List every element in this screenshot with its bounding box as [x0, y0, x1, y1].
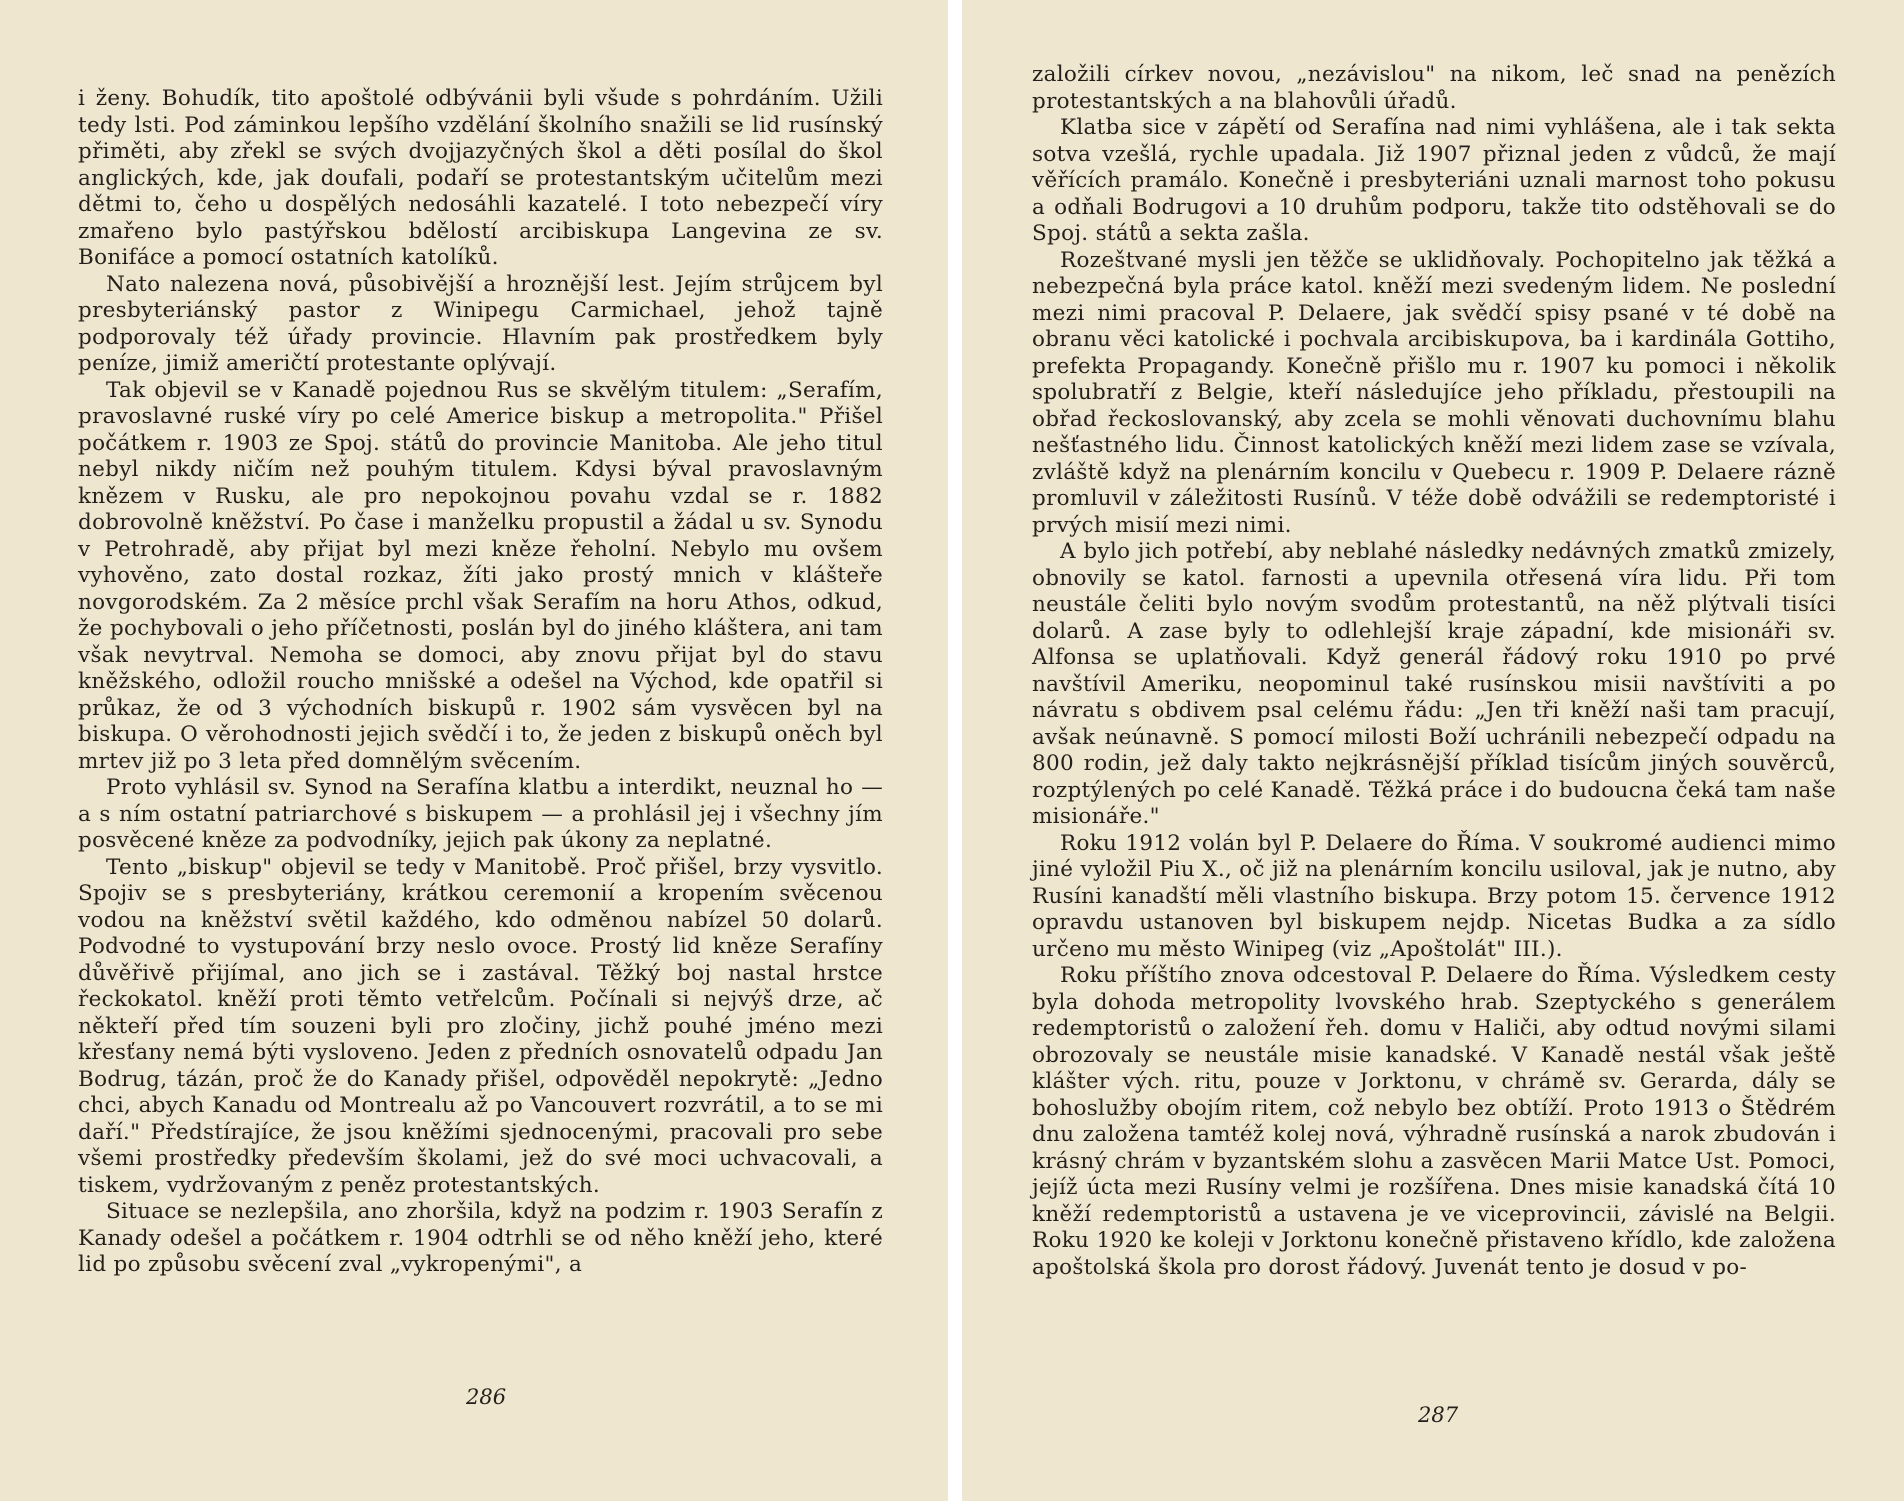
gutter [948, 0, 962, 1501]
paragraph: Tento „biskup" objevil se tedy v Manitobě. Proč přišel, brzy vysvitlo. Spojiv se s presbyteriány, krátkou ceremonií a kropením svěcenou vodou na kněžství světil každého, kdo odměnou nabízel 50 dolarů. Podvodné to vystupování brzy neslo ovoce. Prostý lid kněze Serafíny důvěřivě přijímal, ano jich se i zastával. Těžký boj nastal hrstce řeckokatol. kněží proti těmto vetřelcům. Počínali si nejvýš drze, ač někteří před tím souzeni byli pro zločiny, jichž pouhé jméno mezi křesťany nemá býti vysloveno. Jeden z předních osnovatelů odpadu Jan Bodrug, tázán, proč že do Kanady přišel, odpověděl nepokrytě: „Jedno chci, abych Kanadu od Montrealu až po Vancouvert rozvrátil, a to se mi daří." Předstírajíce, že jsou kněžími sjednocenými, pracovali pro sebe všemi prostředky především školami, jež do své moci uchvacovali, a tiskem, vydržovaným z peněz protestantských. [78, 854, 883, 1198]
paragraph: Nato nalezena nová, působivější a hroznější lest. Jejím strůjcem byl presbyteriánský pastor z Winipegu Carmichael, jehož tajně podporovaly též úřady provincie. Hlavním pak prostředkem byly peníze, jimiž američtí protestante oplývají. [78, 271, 883, 376]
paragraph: Roku 1912 volán byl P. Delaere do Říma. V soukromé audienci mimo jiné vyložil Piu X., oč již na plenárním koncilu usiloval, jak je nutno, aby Rusíni kanadští měli vlastního biskupa. Brzy potom 15. července 1912 opravdu ustanoven byl biskupem nejdp. Nicetas Budka a za sídlo určeno mu město Winipeg (viz „Apoštolát" III.). [1032, 830, 1836, 962]
left-page-text [78, 86, 883, 1279]
paragraph: Tak objevil se v Kanadě pojednou Rus se skvělým titulem: „Serafím, pravoslavné ruské víry po celé Americe biskup a metropolita." Přišel počátkem r. 1903 ze Spoj. států do provincie Manitoba. Ale jeho titul nebyl nikdy ničím než pouhým titulem. Kdysi býval pravoslavným knězem v Rusku, ale pro nepokojnou povahu vzdal se r. 1882 dobrovolně kněžství. Po čase i manželku propustil a žádal u sv. Synodu v Petrohradě, aby přijat byl mezi kněze řeholní. Nebylo mu ovšem vyhověno, zato dostal rozkaz, žíti jako prostý mnich v klášteře novgorodském. Za 2 měsíce prchl však Serafím na horu Athos, odkud, že pochybovali o jeho příčetnosti, poslán byl do jiného kláštera, ani tam však nevytrval. Nemoha se domoci, aby znovu přijat byl do stavu kněžského, odložil roucho mnišské a odešel na Východ, kde opatřil si průkaz, že od 3 východních biskupů r. 1902 sám vysvěcen byl na biskupa. O věrohodnosti jejich svědčí i to, že jeden z biskupů oněch byl mrtev již po 3 leta před domnělým svěcením. [78, 377, 883, 774]
paragraph: Situace se nezlepšila, ano zhoršila, když na podzim r. 1903 Serafín z Kanady odešel a počátkem r. 1904 odtrhli se od něho kněží jeho, které lid po způsobu svěcení zval „vykropenými", a [78, 1199, 883, 1277]
right-page [962, 0, 1904, 1501]
left-page [0, 0, 948, 1501]
page-number: 286 [466, 1385, 507, 1409]
paragraph: i ženy. Bohudík, tito apoštolé odbývánii byli všude s pohrdáním. Užili tedy lsti. Pod záminkou lepšího vzdělání školního snažili se lid rusínský přiměti, aby zřekl se svých dvojjazyčných škol a děti posílal do škol anglických, kde, jak doufali, podaří se protestantským učitelům mezi dětmi to, čeho u dospělých nedosáhli kazatelé. I toto nebezpečí víry zmařeno bylo pastýřskou bdělostí arcibiskupa Langevina ze sv. Bonifáce a pomocí ostatních katolíků. [78, 86, 883, 270]
paragraph: Klatba sice v zápětí od Serafína nad nimi vyhlášena, ale i tak sekta sotva vzešlá, rychle upadala. Již 1907 přiznal jeden z vůdců, že mají věřících pramálo. Konečně i presbyteriáni uznali marnost toho pokusu a odňali Bodrugovi a 10 druhům podporu, takže tito odstěhovali se do Spoj. států a sekta zašla. [1032, 115, 1836, 246]
page-number: 287 [1418, 1403, 1459, 1427]
paragraph: Proto vyhlásil sv. Synod na Serafína klatbu a interdikt, neuznal ho — a s ním ostatní patriarchové s biskupem — a prohlásil jej i všechny jím posvěcené kněze za podvodníky, jejich pak úkony za neplatné. [78, 775, 883, 853]
paragraph: založili církev novou, „nezávislou" na nikom, leč snad na penězích protestantských a na blahovůli úřadů. [1032, 62, 1836, 114]
paragraph: A bylo jich potřebí, aby neblahé následky nedávných zmatků zmizely, obnovily se katol. farnosti a upevnila otřesená víra lidu. Při tom neustále čeliti bylo novým svodům protestantů, na něž plýtvali tisíci dolarů. A zase byly to odlehlejší kraje západní, kde misionáři sv. Alfonsa se uplatňovali. Když generál řádový roku 1910 po prvé navštívil Ameriku, neopominul také rusínskou misii navštíviti a po návratu s obdivem psal celému řádu: „Jen tři kněží naši tam pracují, avšak neúnavně. S pomocí milosti Boží uchránili nebezpečí odpadu na 800 rodin, jež daly takto nejkrásnější příklad tisícům jiných souvěrců, rozptýlených po celé Kanadě. Těžká práce i do budoucna čeká tam naše misionáře." [1032, 539, 1836, 829]
paragraph: Rozeštvané mysli jen těžče se uklidňovaly. Pochopitelno jak těžká a nebezpečná byla práce katol. kněží mezi svedeným lidem. Ne poslední mezi nimi pracoval P. Delaere, jak svědčí spisy psané v té době na obranu věci katolické i pochvala arcibiskupova, ba i kardinála Gottiho, prefekta Propagandy. Konečně přišlo mu r. 1907 ku pomoci i několik spolubratří z Belgie, kteří následujíce jeho příkladu, přestoupili na obřad řeckoslovanský, aby zcela se mohli věnovati duchovnímu blahu nešťastného lidu. Činnost katolických kněží mezi lidem zase se vzívala, zvláště když na plenárním koncilu v Quebecu r. 1909 P. Delaere rázně promluvil v záležitosti Rusínů. V téže době odvážili se redemptoristé i prvých misií mezi nimi. [1032, 247, 1836, 538]
right-page-text [1032, 62, 1836, 1281]
paragraph: Roku příštího znova odcestoval P. Delaere do Říma. Výsledkem cesty byla dohoda metropolity lvovského hrab. Szeptyckého s generálem redemptoristů o založení řeh. domu v Haliči, aby odtud novými silami obrozovaly se neustále misie kanadské. V Kanadě nestál však ještě klášter vých. ritu, pouze v Jorktonu, v chrámě sv. Gerarda, dály se bohoslužby obojím ritem, což nebylo bez obtíží. Proto 1913 o Štědrém dnu založena tamtéž kolej nová, výhradně rusínská a narok zbudován i krásný chrám v byzantském slohu a zasvěcen Marii Matce Ust. Pomoci, jejíž úcta mezi Rusíny velmi je rozšířena. Dnes misie kanadská čítá 10 kněží redemptoristů a ustavena je ve viceprovincii, závislé na Belgii. Roku 1920 ke koleji v Jorktonu konečně přistaveno křídlo, kde založena apoštolská škola pro dorost řádový. Juvenát tento je dosud v po- [1032, 963, 1836, 1280]
